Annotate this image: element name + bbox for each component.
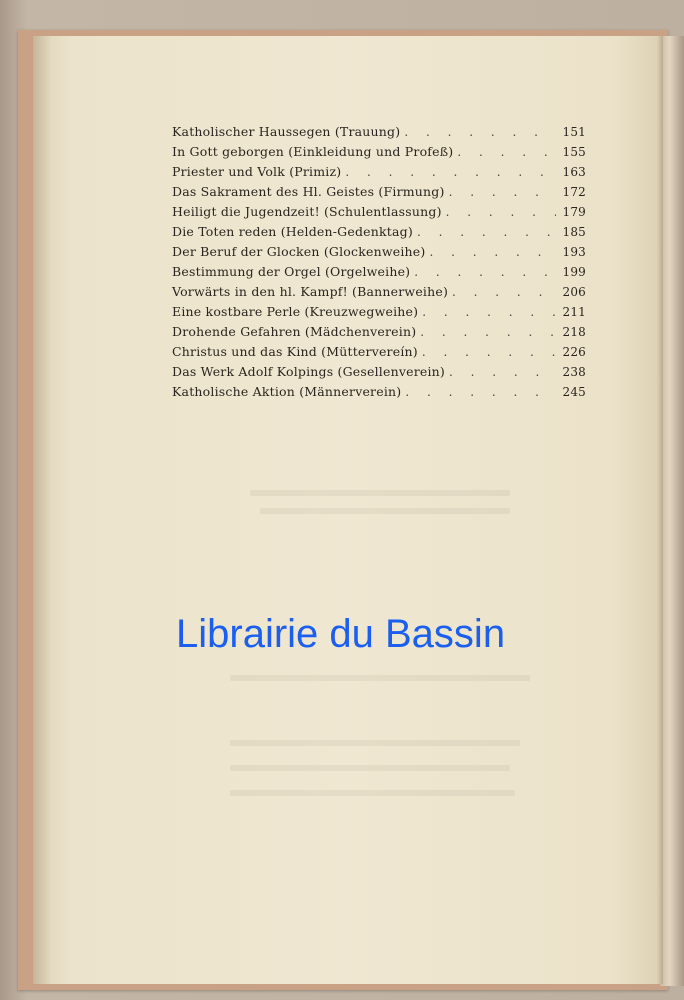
show-through-line — [230, 675, 530, 681]
toc-entry-page: 163 — [562, 165, 586, 179]
toc-dot-leader — [449, 182, 556, 202]
toc-dot-leader — [404, 122, 556, 142]
toc-entry-title: Das Sakrament des Hl. Geistes (Firmung) — [172, 184, 445, 199]
toc-entry — [172, 242, 586, 262]
show-through-line — [230, 740, 520, 746]
toc-entry-page: 238 — [562, 365, 586, 379]
show-through-line — [230, 790, 515, 796]
toc-entry — [172, 362, 586, 382]
toc-entry-page: 179 — [562, 205, 586, 219]
toc-entry — [172, 142, 586, 162]
toc-entry-title: Die Toten reden (Helden-Gedenktag) — [172, 224, 413, 239]
toc-dot-leader — [420, 322, 556, 342]
toc-entry-page: 211 — [562, 305, 586, 319]
show-through-line — [260, 508, 510, 514]
toc-entry-page: 199 — [562, 265, 586, 279]
page-gutter-shadow — [33, 36, 51, 984]
toc-dot-leader — [449, 362, 556, 382]
toc-entry-page: 245 — [562, 385, 586, 399]
toc-entry — [172, 322, 586, 342]
toc-entry-page: 218 — [562, 325, 586, 339]
toc-entry — [172, 282, 586, 302]
toc-entry-title: Katholische Aktion (Männerverein) — [172, 384, 402, 399]
toc-entry-page: 226 — [562, 345, 586, 359]
toc-dot-leader — [422, 302, 556, 322]
book-edge — [660, 36, 684, 986]
toc-entry-title: In Gott geborgen (Einkleidung und Profeß) — [172, 144, 454, 159]
toc-dot-leader — [457, 142, 556, 162]
toc-entry-page: 193 — [562, 245, 586, 259]
toc-entry-title: Der Beruf der Glocken (Glockenweihe) — [172, 244, 426, 259]
toc-entry-title: Christus und das Kind (Müttervereín) — [172, 344, 418, 359]
toc-entry-title: Drohende Gefahren (Mädchenverein) — [172, 324, 417, 339]
toc-entry — [172, 202, 586, 222]
toc-entry — [172, 122, 586, 142]
toc-entry — [172, 382, 586, 402]
toc-entry — [172, 262, 586, 282]
toc-entry-page: 206 — [562, 285, 586, 299]
toc-dot-leader — [405, 382, 556, 402]
toc-entry — [172, 342, 586, 362]
toc-entry-title: Heiligt die Jugendzeit! (Schulentlassung) — [172, 204, 442, 219]
toc-dot-leader — [414, 262, 556, 282]
toc-dot-leader — [422, 342, 556, 362]
toc-dot-leader — [446, 202, 556, 222]
toc-dot-leader — [345, 162, 556, 182]
toc-entry-title: Vorwärts in den hl. Kampf! (Bannerweihe) — [172, 284, 449, 299]
show-through-line — [230, 765, 510, 771]
toc-entry-title: Katholischer Haussegen (Trauung) — [172, 124, 401, 139]
toc-entry-title: Bestimmung der Orgel (Orgelweihe) — [172, 264, 411, 279]
toc-entry — [172, 162, 586, 182]
toc-entry — [172, 302, 586, 322]
table-of-contents — [172, 122, 586, 402]
toc-entry — [172, 222, 586, 242]
page-edge-shadow — [657, 36, 663, 984]
watermark-text: Librairie du Bassin — [176, 612, 506, 656]
toc-dot-leader — [429, 242, 556, 262]
toc-entry-title: Eine kostbare Perle (Kreuzwegweihe) — [172, 304, 419, 319]
toc-entry-title: Priester und Volk (Primiz) — [172, 164, 342, 179]
show-through-line — [250, 490, 510, 496]
toc-entry-page: 172 — [562, 185, 586, 199]
toc-dot-leader — [417, 222, 556, 242]
toc-entry — [172, 182, 586, 202]
toc-entry-page: 151 — [562, 125, 586, 139]
toc-dot-leader — [452, 282, 556, 302]
toc-entry-page: 155 — [562, 145, 586, 159]
toc-entry-page: 185 — [562, 225, 586, 239]
toc-entry-title: Das Werk Adolf Kolpings (Gesellenverein) — [172, 364, 446, 379]
